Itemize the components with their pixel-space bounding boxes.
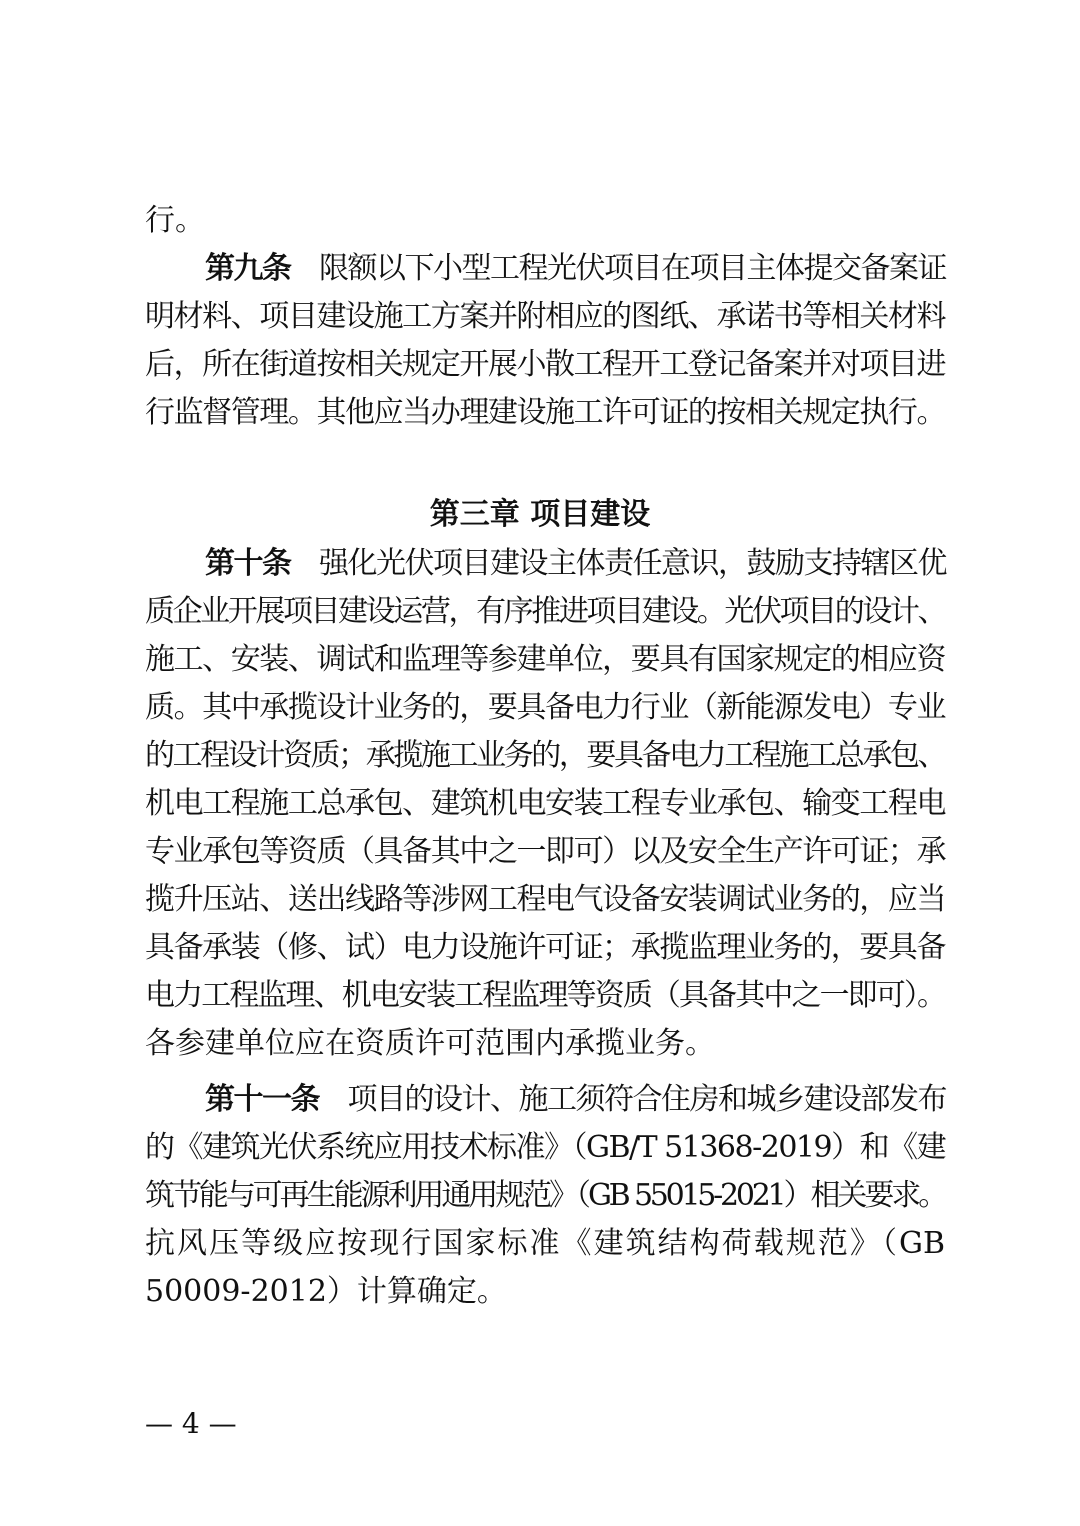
article-11-line-4: 抗风压等级应按现行国家标准《建筑结构荷载规范》（GB [145, 1226, 945, 1261]
chapter-3-heading: 第三章 项目建设 [429, 497, 651, 532]
article-11-heading: 第十一条 [205, 1082, 319, 1117]
article-10-line-8: 揽升压站、送出线路等涉网工程电气设备安装调试业务的，应当 [145, 882, 945, 917]
article-9-text-1: 限额以下小型工程光伏项目在项目主体提交备案证 [319, 251, 946, 286]
paragraph-continuation: 行。 [145, 203, 205, 238]
article-10-line-11: 各参建单位应在资质许可范围内承揽业务。 [145, 1026, 715, 1061]
article-10-line-4: 质。其中承揽设计业务的，要具备电力行业（新能源发电）专业 [145, 690, 945, 725]
article-9-line-1 [205, 245, 945, 293]
article-10-line-2: 质企业开展项目建设运营，有序推进项目建设。光伏项目的设计、 [145, 594, 945, 629]
article-9-line-4: 行监督管理。其他应当办理建设施工许可证的按相关规定执行。 [145, 395, 945, 430]
article-11-line-1 [205, 1076, 945, 1124]
article-10-line-3: 施工、安装、调试和监理等参建单位，要具有国家规定的相应资 [145, 642, 945, 677]
article-10-heading: 第十条 [205, 546, 291, 581]
page-number: — 4 — [145, 1407, 237, 1440]
article-10-line-1 [205, 540, 945, 588]
article-10-line-6: 机电工程施工总承包、建筑机电安装工程专业承包、输变工程电 [145, 786, 945, 821]
article-10-text-1: 强化光伏项目建设主体责任意识，鼓励支持辖区优 [319, 546, 946, 581]
article-10-line-10: 电力工程监理、机电安装工程监理等资质（具备其中之一即可）。 [145, 978, 945, 1013]
article-11-line-3: 筑节能与可再生能源利用通用规范》（GB 55015-2021）相关要求。 [145, 1178, 945, 1213]
article-9-line-2: 明材料、项目建设施工方案并附相应的图纸、承诺书等相关材料 [145, 299, 945, 334]
article-9-heading: 第九条 [205, 251, 291, 286]
article-11-text-1: 项目的设计、施工须符合住房和城乡建设部发布 [347, 1082, 946, 1117]
article-10-line-9: 具备承装（修、试）电力设施许可证；承揽监理业务的，要具备 [145, 930, 945, 965]
article-11-line-5: 50009-2012）计算确定。 [145, 1274, 507, 1309]
article-9-line-3: 后，所在街道按相关规定开展小散工程开工登记备案并对项目进 [145, 347, 945, 382]
article-10-line-5: 的工程设计资质；承揽施工业务的，要具备电力工程施工总承包、 [145, 738, 945, 773]
article-10-line-7: 专业承包等资质（具备其中之一即可）以及安全生产许可证；承 [145, 834, 945, 869]
article-11-line-2: 的《建筑光伏系统应用技术标准》（GB/T 51368-2019）和《建 [145, 1130, 946, 1165]
